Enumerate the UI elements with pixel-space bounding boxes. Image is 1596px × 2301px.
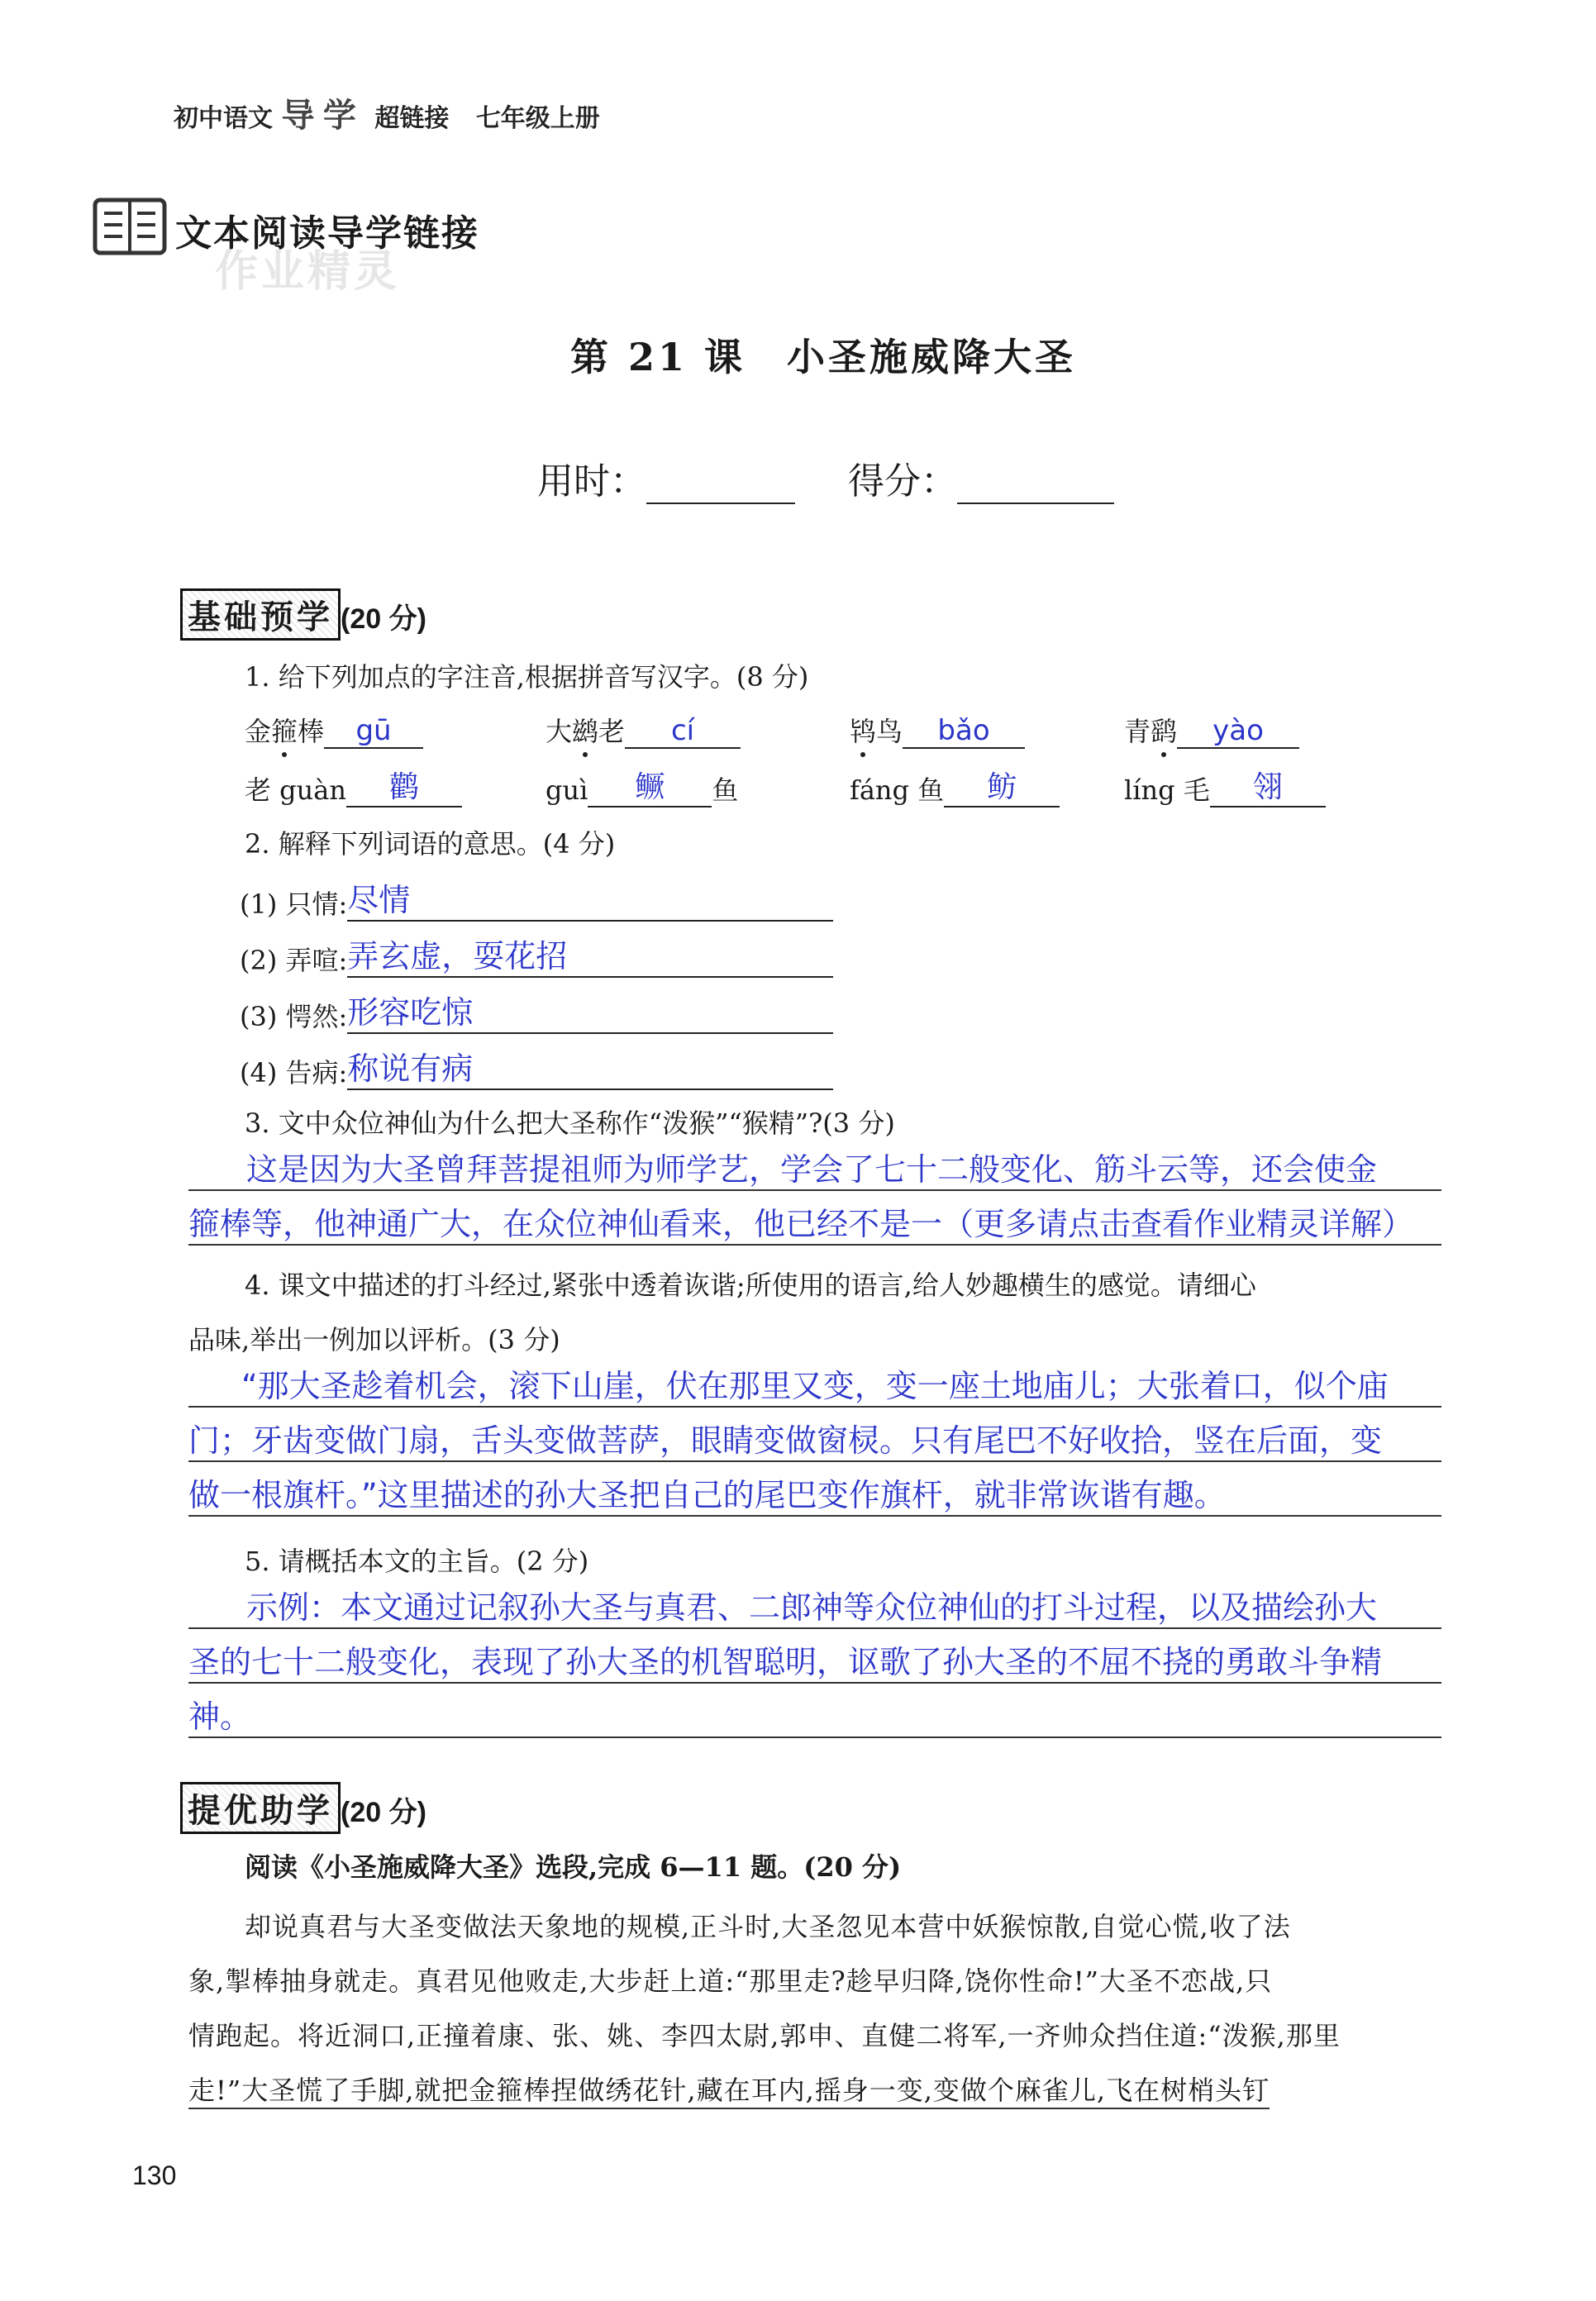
q2-answer-4[interactable]: 称说有病	[347, 1043, 833, 1090]
q1-answer-5[interactable]: 鹳	[346, 764, 462, 807]
time-blank[interactable]	[646, 464, 795, 504]
q2-answer-2[interactable]: 弄玄虚，耍花招	[347, 931, 833, 978]
watermark: 作业精灵	[215, 247, 401, 297]
part1-heading	[180, 588, 426, 641]
part2-score: (20 分)	[341, 1797, 426, 1828]
q2-item-2: (2) 弄喧:弄玄虚，耍花招	[240, 931, 833, 978]
score-label: 得分：	[848, 460, 957, 503]
q2-answer-3[interactable]: 形容吃惊	[347, 987, 833, 1034]
part2-title: 提优助学	[180, 1782, 341, 1834]
q1-answer-6[interactable]: 鳜	[588, 764, 712, 807]
q1-answer-3[interactable]: bǎo	[903, 714, 1025, 749]
reading-line-4: 走!”大圣慌了手脚,就把金箍棒捏做绣花针,藏在耳内,摇身一变,变做个麻雀儿,飞在树梢头钉	[188, 2070, 1270, 2109]
header-part2: 超链接	[374, 104, 450, 133]
q4-answer-line-2[interactable]: 门；牙齿变做门扇，舌头变做菩萨，眼睛变做窗棂。只有尾巴不好收拾，竖在后面，变	[188, 1415, 1441, 1462]
q1-answer-7[interactable]: 鲂	[944, 764, 1060, 807]
q1-item-8: líng 毛 翎	[1124, 764, 1326, 807]
q2-item-3: (3) 愕然:形容吃惊	[240, 987, 833, 1034]
q5-prompt: 5. 请概括本文的主旨。(2 分)	[245, 1546, 589, 1577]
q4-prompt-line-2: 品味,举出一例加以评析。(3 分)	[188, 1324, 560, 1355]
reading-line-3: 情跑起。将近洞口,正撞着康、张、姚、李四太尉,郭申、直健二将军,一齐帅众挡住道:“泼猴,那里	[188, 2020, 1341, 2051]
q1-item-4: 青鹞 yào	[1124, 711, 1299, 749]
q4-prompt-line-1: 4. 课文中描述的打斗经过,紧张中透着诙谐;所使用的语言,给人妙趣横生的感觉。请细心	[245, 1270, 1256, 1301]
book-icon	[93, 195, 167, 258]
q5-answer-line-1[interactable]: 示例：本文通过记叙孙大圣与真君、二郎神等众位神仙的打斗过程，以及描绘孙大	[188, 1582, 1441, 1629]
q1-answer-4[interactable]: yào	[1177, 714, 1299, 749]
time-label: 用时：	[537, 460, 646, 503]
q4-answer-line-3[interactable]: 做一根旗杆。”这里描述的孙大圣把自己的尾巴变作旗杆，就非常诙谐有趣。	[188, 1470, 1441, 1517]
part1-title: 基础预学	[180, 588, 341, 641]
q3-answer-line-1[interactable]: 这是因为大圣曾拜菩提祖师为师学艺，学会了七十二般变化、筋斗云等，还会使金	[188, 1144, 1441, 1191]
q5-answer-line-2[interactable]: 圣的七十二般变化，表现了孙大圣的机智聪明，讴歌了孙大圣的不屈不挠的勇敢斗争精	[188, 1636, 1441, 1684]
q1-item-2: 大鹚老 cí	[545, 711, 741, 749]
q2-item-4: (4) 告病:称说有病	[240, 1043, 833, 1090]
q1-prompt: 1. 给下列加点的字注音,根据拼音写汉字。(8 分)	[245, 661, 809, 693]
header-grade: 七年级上册	[475, 104, 600, 133]
reading-line-2: 象,掣棒抽身就走。真君见他败走,大步赶上道:“那里走?趁早归降,饶你性命!”大圣不恋战,只	[188, 1965, 1273, 1997]
book-header	[174, 89, 600, 136]
q5-answer-line-3[interactable]: 神。	[188, 1691, 1441, 1738]
q1-answer-1[interactable]: gū	[324, 714, 423, 749]
part2-heading	[180, 1782, 426, 1834]
q2-prompt: 2. 解释下列词语的意思。(4 分)	[245, 828, 616, 860]
q1-answer-8[interactable]: 翎	[1210, 764, 1326, 807]
header-part1: 初中语文	[174, 104, 273, 133]
q1-item-7: fáng 鱼 鲂	[850, 764, 1060, 807]
timing-row	[537, 451, 1114, 504]
q1-item-1: 金箍棒 gū	[245, 711, 423, 749]
part1-score: (20 分)	[341, 603, 426, 635]
header-xue: 学	[322, 97, 356, 135]
q4-answer-line-1[interactable]: “那大圣趁着机会，滚下山崖，伏在那里又变，变一座土地庙儿；大张着口，似个庙	[188, 1360, 1441, 1408]
q3-answer-line-2[interactable]: 箍棒等，他神通广大，在众位神仙看来，他已经不是一（更多请点击查看作业精灵详解）	[188, 1198, 1441, 1246]
q3-prompt: 3. 文中众位神仙为什么把大圣称作“泼猴”“猴精”?(3 分)	[245, 1108, 895, 1139]
q1-item-3: 鸨鸟 bǎo	[850, 711, 1025, 749]
reading-heading: 阅读《小圣施威降大圣》选段,完成 6—11 题。(20 分)	[245, 1851, 902, 1883]
q1-item-5: 老 guàn 鹳	[245, 764, 462, 807]
q1-answer-2[interactable]: cí	[625, 714, 741, 749]
q1-item-6: guì 鳜 鱼	[545, 764, 738, 807]
reading-line-1: 却说真君与大圣变做法天象地的规模,正斗时,大圣忽见本营中妖猴惊散,自觉心慌,收了法	[245, 1911, 1291, 1942]
q2-item-1: (1) 只情:尽情	[240, 874, 833, 922]
section-title: 文本阅读导学链接	[175, 212, 479, 255]
q2-answer-1[interactable]: 尽情	[347, 874, 833, 922]
header-dao: 导	[281, 97, 315, 135]
lesson-title: 第 21 课 小圣施威降大圣	[570, 335, 1077, 379]
page-number: 130	[132, 2160, 177, 2190]
score-blank[interactable]	[957, 464, 1114, 504]
